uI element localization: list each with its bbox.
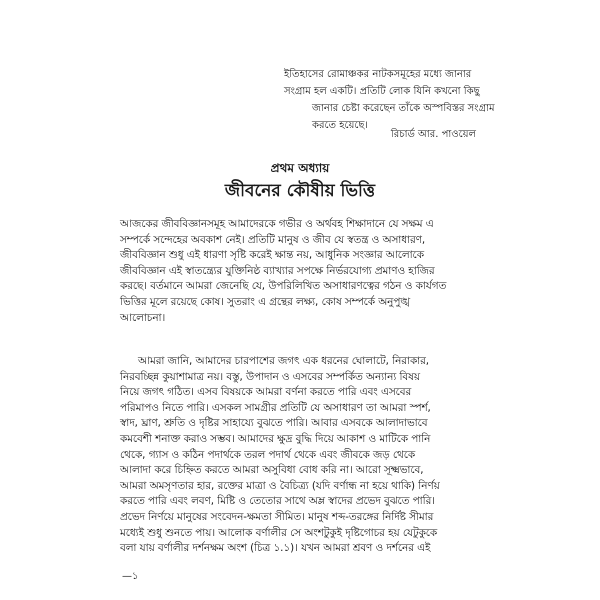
epigraph-line: ইতিহাসের রোমাঞ্চকর নাটকসমূহের মধ্যে জানার [284, 69, 472, 80]
epigraph [284, 66, 495, 134]
text-line: নিরবচ্ছিন্ন কুয়াশামাত্র নয়। বস্তু, উপাদান ও এসবের সম্পর্কিত অন্যান্য বিষয় [120, 370, 420, 383]
text-line: আলোচনা। [120, 311, 166, 324]
text-line: মধ্যেই শুধু শুনতে পায়। আলোক বর্ণালীর সে অংশটুকুই দৃষ্টিগোচর হয় যেটুকুকে [120, 526, 438, 539]
text-line: ভিত্তির মূলে রয়েছে কোষ। সুতরাং এ গ্রন্থের লক্ষ্য, কোষ সম্পর্কে অনুপুঙ্খ [120, 295, 411, 308]
text-line: জীববিজ্ঞান এই স্বাতন্ত্র্যের যুক্তিনিষ্ঠ ব্যাখ্যার সপক্ষে নির্ভরযোগ্য প্রমাণও হাজির [120, 264, 435, 277]
text-line: করতে পারি এবং লবণ, মিষ্টি ও তেতোর সাথে অম্ল স্বাদের প্রভেদ বুঝতে পারি। [120, 495, 435, 508]
epigraph-line: জানার চেষ্টা করেছেন তাঁকে অস্পবিস্তর সংগ্রাম [312, 103, 495, 114]
text-line: কমবেশী শনাক্ত করাও সম্ভব। আমাদের ক্ষুদ্র বুদ্ধি দিয়ে আকাশ ও মাটিকে পানি [120, 432, 431, 445]
text-line: আমরা অমসৃণতার হার, রক্তের মাত্রা ও বৈচিত্র্য (যদি বর্ণান্ধ না হয়ে থাকি) নির্ণয় [120, 479, 440, 492]
text-line: আলাদা করে চিহ্নিত করতে আমরা অসুবিধা বোধ করি না। আরো সূক্ষ্মভাবে, [120, 464, 424, 477]
text-line: নিয়ে জগৎ গঠিত। এসব বিষয়কে আমরা বর্ণনা করতে পারি এবং এসবের [120, 386, 412, 399]
text-line: পরিমাপও নিতে পারি। এসকল সামগ্রীর প্রতিটি যে অসাধারণ তা আমরা স্পর্শ, [120, 401, 431, 414]
text-line: বলা যায় বর্ণালীর দর্শনক্ষম অংশ (চিত্র ১.১)। যখন আমরা শ্রবণ ও দর্শনের এই [120, 542, 431, 555]
page-number: —১ [122, 571, 139, 582]
text-line: জীববিজ্ঞান শুধু এই ধারণা সৃষ্টি করেই ক্ষান্ত নয়, আধুনিক সংজ্ঞার আলোকে [120, 249, 424, 262]
epigraph-line: করতে হয়েছে। [312, 120, 369, 131]
text-line: সম্পর্কে সন্দেহের অবকাশ নেই। প্রতিটি মানুষ ও জীব যে স্বতন্ত্র ও অসাধারণ, [120, 233, 426, 246]
paragraph-1 [120, 217, 480, 326]
text-line: আজকের জীববিজ্ঞানসমূহ আমাদেরকে গভীর ও অর্থবহ শিক্ষাদানে যে সক্ষম এ [120, 218, 434, 230]
epigraph-line: সংগ্রাম হল একটি। প্রতিটি লোক যিনি কখনো কিছু [284, 86, 480, 97]
text-line: প্রভেদ নির্ণয়ে মানুষের সংবেদন-ক্ষমতা সীমিত। মানুষ শব্দ-তরঙ্গের নির্দিষ্ট সীমার [120, 510, 434, 523]
epigraph-author: রিচার্ড আর. পাওয়েল [390, 129, 476, 140]
text-line: করছে। বর্তমানে আমরা জেনেছি যে, উপরিলিখিত অসাধারণত্বের গঠন ও কার্যগত [120, 280, 447, 293]
chapter-label: প্রথম অধ্যায় [270, 161, 330, 175]
text-line: আমরা জানি, আমাদের চারপাশের জগৎ এক ধরনের ঘোলাটে, নিরাকার, [138, 355, 430, 367]
chapter-title: জীবনের কৌষীয় ভিত্তি [224, 181, 376, 201]
text-line: থেকে, গ্যাস ও কঠিন পদার্থকে তরল পদার্থ থেকে এবং জীবকে জড় থেকে [120, 448, 416, 461]
text-line: স্বাদ, ঘ্রাণ, শ্রুতি ও দৃষ্টির সাহায্যে বুঝতে পারি। আবার এসবকে আলাদাভাবে [120, 417, 428, 430]
paragraph-2 [120, 354, 480, 557]
